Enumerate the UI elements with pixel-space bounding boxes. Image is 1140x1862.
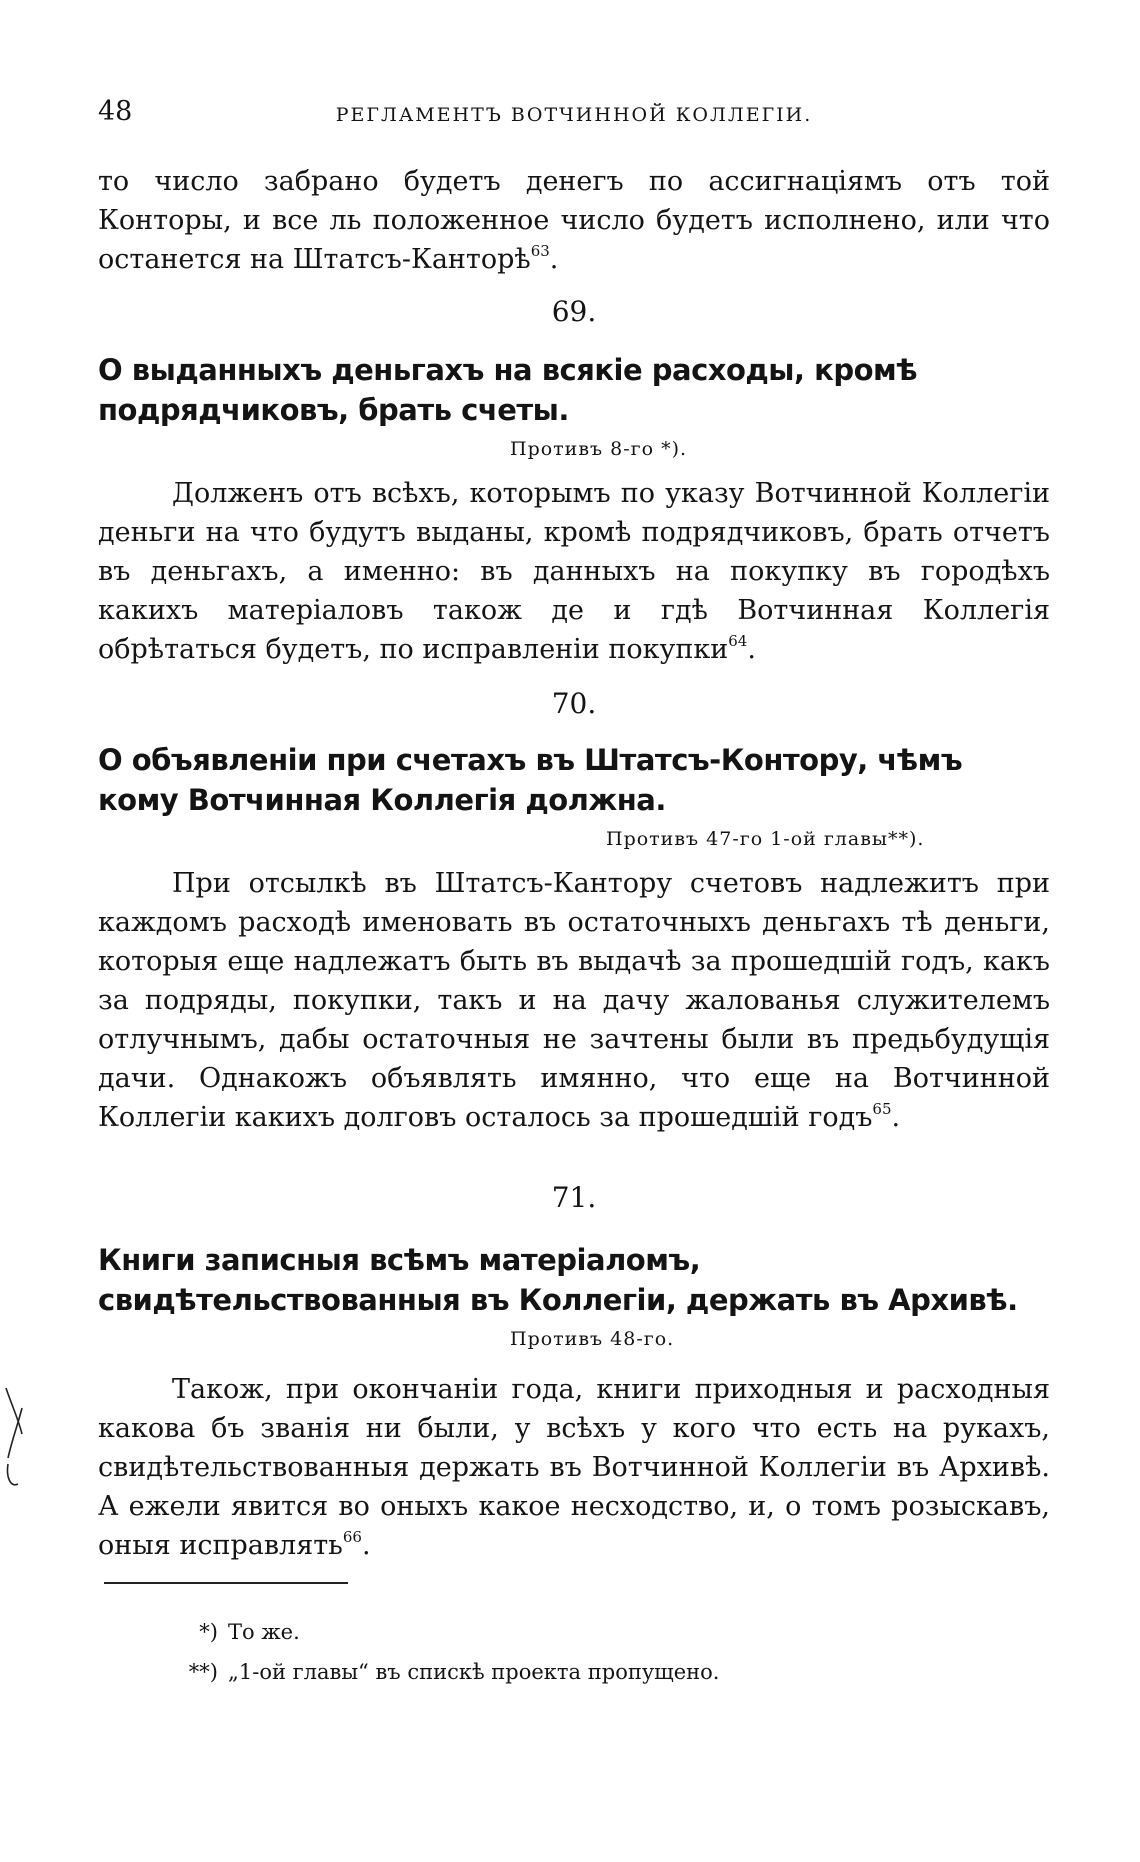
article-title: Книги записныя всѣмъ матеріаломъ, свидѣтельствованныя въ Коллегіи, держать въ Архивѣ. xyxy=(98,1243,1018,1317)
article-number: 69. xyxy=(551,295,597,328)
running-title: РЕГЛАМЕНТЪ ВОТЧИННОЙ КОЛЛЕГІИ. xyxy=(335,104,813,126)
page-content xyxy=(98,162,1050,1565)
footnote xyxy=(170,1652,719,1692)
footnote-ref: 64 xyxy=(728,632,748,650)
cross-reference: Противъ 47-го 1-ой главы**). xyxy=(606,828,925,850)
article-body: При отсылкѣ въ Штатсъ-Кантору счетовъ надлежитъ при каждомъ расходѣ именовать въ остаточныхъ деньгахъ тѣ деньги, которыя еще надлежатъ быть въ выдачѣ за прошедшій годъ, какъ за подряды, покупки, такъ и на дачу жалованья служителемъ отлучнымъ, дабы остаточныя не зачтены были въ предьбудущія дачи. Однакожъ объявлять имянно, что еще на Вотчинной Коллегіи какихъ долговъ осталось за прошедшій годъ$^{65}$. xyxy=(98,868,1050,1133)
footnote-text: То же. xyxy=(228,1620,300,1644)
intro-paragraph: то число забрано будетъ денегъ по ассигнаціямъ отъ той Конторы, и все ль положенное число будетъ исполнено, или что останется на Штатсъ-Канторѣ$^{63}$. xyxy=(98,166,1050,275)
footnote-mark: *) xyxy=(199,1620,218,1644)
article-number: 71. xyxy=(551,1181,597,1214)
footnotes xyxy=(170,1612,719,1692)
article-number: 70. xyxy=(551,687,597,720)
footnote-text: „1-ой главы“ въ спискѣ проекта пропущено. xyxy=(228,1660,720,1684)
article-title: О объявленіи при счетахъ въ Штатсъ-Контору, чѣмъ кому Вотчинная Коллегія должна. xyxy=(98,743,963,817)
page-header xyxy=(98,96,1050,132)
cross-reference: Противъ 8-го *). xyxy=(510,438,688,460)
page-number: 48 xyxy=(98,96,133,127)
article-body: Долженъ отъ всѣхъ, которымъ по указу Вотчинной Коллегіи деньги на что будутъ выданы, кромѣ подрядчиковъ, брать отчетъ въ деньгахъ, а именно: въ данныхъ на покупку въ городѣхъ какихъ матеріаловъ також де и гдѣ Вотчинная Коллегія обрѣтаться будетъ, по исправленіи покупки$^{64}$. xyxy=(98,478,1050,665)
cross-reference: Противъ 48-го. xyxy=(510,1328,675,1350)
article-title: О выданныхъ деньгахъ на всякіе расходы, кромѣ подрядчиковъ, брать счеты. xyxy=(98,353,918,427)
footnote-ref: 63 xyxy=(530,242,550,260)
footnote xyxy=(170,1612,719,1652)
footnote-separator xyxy=(104,1582,348,1584)
article-body: Також, при окончаніи года, книги приходныя и расходныя какова бъ званія ни были, у всѣхъ у кого что есть на рукахъ, свидѣтельствованныя держать въ Вотчинной Коллегіи въ Архивѣ. А ежели явится во оныхъ какое несходство, и, о томъ розыскавъ, оныя исправлять$^{66}$. xyxy=(98,1374,1050,1561)
footnote-mark: **) xyxy=(188,1660,218,1684)
handwritten-margin-mark xyxy=(2,1384,28,1496)
footnote-ref: 66 xyxy=(342,1528,362,1546)
footnote-ref: 65 xyxy=(872,1100,892,1118)
